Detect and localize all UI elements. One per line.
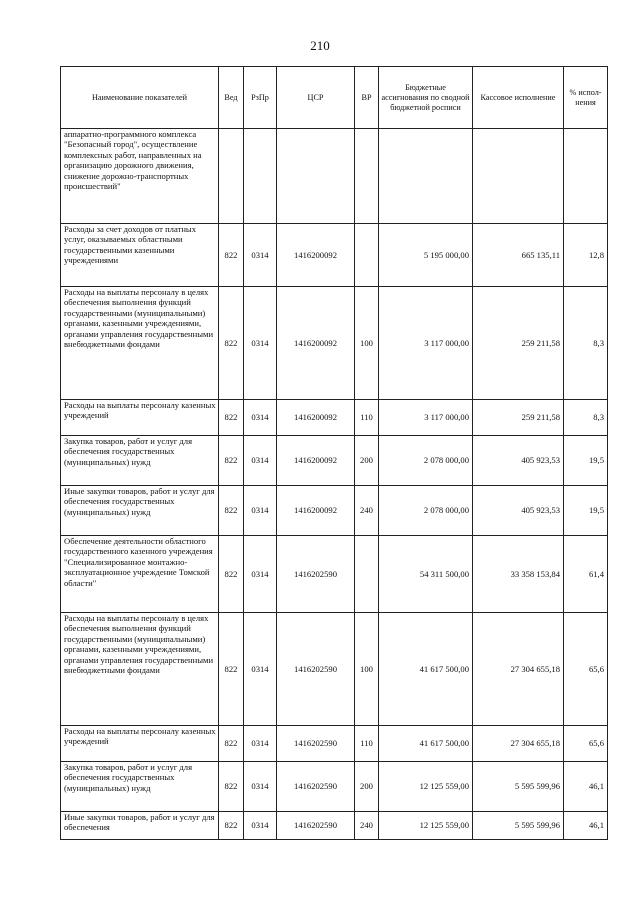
cell-vr: 200 [355,762,379,812]
header-budget: Бюджетные ассигнования по сводной бюджетной росписи [379,67,473,129]
cell-csr: 1416202590 [277,812,355,840]
cell-vr: 110 [355,400,379,436]
cell-budget: 3 117 000,00 [379,287,473,400]
header-csr: ЦСР [277,67,355,129]
cell-budget: 41 617 500,00 [379,613,473,726]
cell-budget [379,129,473,224]
header-percent: % испол-нения [564,67,608,129]
cell-percent: 19,5 [564,436,608,486]
cell-percent: 12,8 [564,224,608,287]
cell-cash: 33 358 153,84 [473,536,564,613]
cell-cash: 259 211,58 [473,400,564,436]
cell-csr [277,129,355,224]
cell-percent: 19,5 [564,486,608,536]
table-header-row [61,67,608,129]
table-row [61,224,608,287]
cell-csr: 1416202590 [277,726,355,762]
header-vr: ВР [355,67,379,129]
cell-cash: 5 595 599,96 [473,762,564,812]
table-row [61,400,608,436]
cell-budget: 2 078 000,00 [379,486,473,536]
cell-rzpr: 0314 [244,536,277,613]
cell-cash: 405 923,53 [473,486,564,536]
cell-rzpr: 0314 [244,486,277,536]
cell-percent [564,129,608,224]
header-rzpr: РзПр [244,67,277,129]
cell-budget: 12 125 559,00 [379,762,473,812]
header-name: Наименование показателей [61,67,219,129]
cell-cash: 665 135,11 [473,224,564,287]
cell-name: Иные закупки товаров, работ и услуг для обеспечения [61,812,219,840]
cell-percent: 65,6 [564,613,608,726]
cell-name: аппаратно-программного комплекса "Безопасный город", осуществление комплексных работ, направленных на организацию дорожного движения, снижение дорожно-транспортных происшествий" [61,129,219,224]
cell-ved: 822 [219,486,244,536]
cell-budget: 3 117 000,00 [379,400,473,436]
table-row [61,536,608,613]
table-row [61,486,608,536]
cell-rzpr [244,129,277,224]
cell-csr: 1416200092 [277,287,355,400]
cell-vr [355,536,379,613]
cell-ved: 822 [219,436,244,486]
header-ved: Вед [219,67,244,129]
table-row [61,129,608,224]
header-cash: Кассовое исполнение [473,67,564,129]
table-row [61,287,608,400]
cell-rzpr: 0314 [244,762,277,812]
cell-rzpr: 0314 [244,287,277,400]
cell-rzpr: 0314 [244,812,277,840]
cell-vr: 240 [355,812,379,840]
cell-percent: 8,3 [564,287,608,400]
cell-rzpr: 0314 [244,613,277,726]
cell-csr: 1416200092 [277,486,355,536]
cell-name: Расходы на выплаты персоналу в целях обеспечения выполнения функций государственными (муниципальными) органами, казенными учреждениями, органами управления государственными внебюджетными фондами [61,287,219,400]
cell-ved: 822 [219,224,244,287]
cell-csr: 1416202590 [277,613,355,726]
budget-table [60,66,608,840]
cell-cash: 259 211,58 [473,287,564,400]
cell-budget: 54 311 500,00 [379,536,473,613]
cell-ved: 822 [219,287,244,400]
cell-budget: 12 125 559,00 [379,812,473,840]
cell-name: Иные закупки товаров, работ и услуг для обеспечения государственных (муниципальных) нужд [61,486,219,536]
cell-budget: 41 617 500,00 [379,726,473,762]
cell-vr [355,129,379,224]
table-row [61,613,608,726]
cell-ved: 822 [219,536,244,613]
cell-name: Расходы за счет доходов от платных услуг, оказываемых областными государственными казенными учреждениями [61,224,219,287]
cell-percent: 65,6 [564,726,608,762]
cell-rzpr: 0314 [244,436,277,486]
cell-budget: 2 078 000,00 [379,436,473,486]
cell-name: Расходы на выплаты персоналу в целях обеспечения выполнения функций государственными (муниципальными) органами, казенными учреждениями, органами управления государственными внебюджетными фондами [61,613,219,726]
cell-percent: 8,3 [564,400,608,436]
cell-vr: 100 [355,613,379,726]
table-row [61,436,608,486]
cell-name: Закупка товаров, работ и услуг для обеспечения государственных (муниципальных) нужд [61,436,219,486]
page-number: 210 [310,38,330,53]
cell-name: Обеспечение деятельности областного государственного казенного учреждения "Специализированное монтажно-эксплуатационное учреждение Томской области" [61,536,219,613]
table-row [61,762,608,812]
cell-ved: 822 [219,726,244,762]
table-row [61,726,608,762]
cell-ved: 822 [219,812,244,840]
cell-ved: 822 [219,762,244,812]
cell-cash: 5 595 599,96 [473,812,564,840]
cell-csr: 1416200092 [277,224,355,287]
cell-rzpr: 0314 [244,726,277,762]
cell-ved [219,129,244,224]
cell-rzpr: 0314 [244,400,277,436]
cell-vr: 200 [355,436,379,486]
cell-cash [473,129,564,224]
cell-cash: 27 304 655,18 [473,613,564,726]
cell-vr: 100 [355,287,379,400]
cell-percent: 46,1 [564,762,608,812]
cell-cash: 405 923,53 [473,436,564,486]
cell-name: Расходы на выплаты персоналу казенных учреждений [61,400,219,436]
cell-csr: 1416202590 [277,536,355,613]
cell-vr: 110 [355,726,379,762]
cell-csr: 1416202590 [277,762,355,812]
cell-csr: 1416200092 [277,436,355,486]
cell-ved: 822 [219,400,244,436]
cell-csr: 1416200092 [277,400,355,436]
cell-name: Расходы на выплаты персоналу казенных учреждений [61,726,219,762]
cell-rzpr: 0314 [244,224,277,287]
cell-ved: 822 [219,613,244,726]
cell-percent: 46,1 [564,812,608,840]
cell-budget: 5 195 000,00 [379,224,473,287]
cell-vr: 240 [355,486,379,536]
cell-vr [355,224,379,287]
cell-name: Закупка товаров, работ и услуг для обеспечения государственных (муниципальных) нужд [61,762,219,812]
cell-percent: 61,4 [564,536,608,613]
table-row [61,812,608,840]
cell-cash: 27 304 655,18 [473,726,564,762]
